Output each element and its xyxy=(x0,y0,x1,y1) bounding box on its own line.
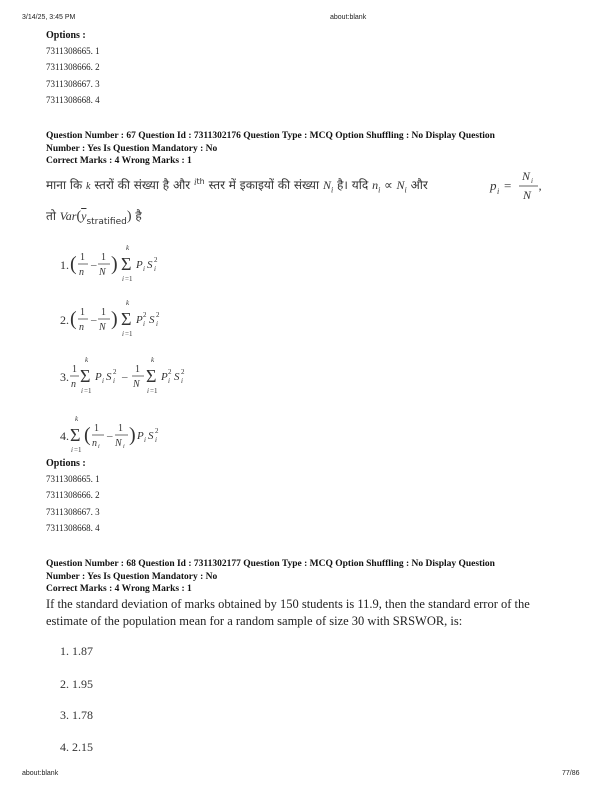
svg-text:(: ( xyxy=(70,308,77,330)
question-text-part: है। यदि xyxy=(337,178,369,192)
question-header xyxy=(46,130,495,168)
option-line: 7311308665. 1 xyxy=(46,46,100,56)
svg-text:1: 1 xyxy=(80,252,85,263)
svg-text:2: 2 xyxy=(181,368,185,376)
question-text-part: स्तरों की संख्या है और xyxy=(94,178,191,192)
svg-text:Σ: Σ xyxy=(121,254,132,274)
page-number: 77/86 xyxy=(562,770,580,777)
choice-number: 1. xyxy=(60,258,69,272)
svg-text:’: ’ xyxy=(538,185,542,199)
svg-text:=1: =1 xyxy=(74,446,82,454)
svg-text:i: i xyxy=(168,377,170,385)
option-line: 7311308667. 3 xyxy=(46,79,100,89)
svg-text:i: i xyxy=(122,330,124,338)
question-header-line: Number : Yes Is Question Mandatory : No xyxy=(46,571,218,582)
svg-text:Σ: Σ xyxy=(146,366,157,386)
svg-text:1: 1 xyxy=(101,252,106,263)
svg-text:i: i xyxy=(147,387,149,395)
choice-formula-1 xyxy=(70,240,190,290)
svg-text:P: P xyxy=(136,314,143,326)
svg-text:N: N xyxy=(522,169,531,183)
svg-text:S: S xyxy=(148,430,154,442)
svg-text:N: N xyxy=(99,267,106,278)
question-marks: Correct Marks : 4 Wrong Marks : 1 xyxy=(46,156,192,166)
question-header-line: Question Number : 67 Question Id : 7311302176 Question Type : MCQ Option Shuffling : No Display Question xyxy=(46,131,495,141)
svg-text:2: 2 xyxy=(143,311,147,319)
svg-text:N: N xyxy=(115,438,122,449)
svg-text:i: i xyxy=(154,265,156,273)
svg-text:i: i xyxy=(531,177,533,185)
svg-text:2: 2 xyxy=(168,368,172,376)
svg-text:P: P xyxy=(137,430,144,442)
svg-text:1: 1 xyxy=(80,307,85,318)
svg-text:–: – xyxy=(122,371,128,383)
svg-text:n: n xyxy=(71,379,76,390)
svg-text:i: i xyxy=(123,444,125,450)
svg-text:2: 2 xyxy=(156,311,160,319)
question-text-part: तो xyxy=(46,209,56,223)
svg-text:(: ( xyxy=(70,253,77,275)
header-title: about:blank xyxy=(330,14,367,21)
svg-text:i: i xyxy=(156,320,158,328)
question-text-part: और xyxy=(410,178,428,192)
question-text-part: है xyxy=(135,209,142,223)
option-line: 7311308668. 4 xyxy=(46,95,100,105)
svg-text:i: i xyxy=(143,320,145,328)
option-line: 7311308668. 4 xyxy=(46,523,100,533)
svg-text:k: k xyxy=(126,244,130,252)
question-header-line: Number : Yes Is Question Mandatory : No xyxy=(46,143,218,154)
svg-text:k: k xyxy=(151,356,155,364)
option-line: 7311308666. 2 xyxy=(46,62,100,72)
svg-text:–: – xyxy=(107,430,113,442)
options-label: Options : xyxy=(46,30,86,41)
svg-text:i: i xyxy=(122,275,124,283)
svg-text:): ) xyxy=(111,308,118,330)
svg-text:Σ: Σ xyxy=(80,366,91,386)
svg-text:i: i xyxy=(98,444,100,450)
svg-text:n: n xyxy=(79,267,84,278)
header-datetime: 3/14/25, 3:45 PM xyxy=(22,14,76,21)
question-header xyxy=(46,558,495,596)
question-text-part: माना कि xyxy=(46,178,83,192)
svg-text:i: i xyxy=(81,387,83,395)
svg-text:=1: =1 xyxy=(125,275,133,283)
choice-formula-2 xyxy=(70,295,190,345)
question-text: If the standard deviation of marks obtained by 150 students is 11.9, then the standard error of the xyxy=(46,597,530,611)
svg-text:i: i xyxy=(497,187,500,196)
option-line: 7311308665. 1 xyxy=(46,474,100,484)
svg-text:=1: =1 xyxy=(84,387,92,395)
option-line: 7311308667. 3 xyxy=(46,507,100,517)
svg-text:1: 1 xyxy=(72,364,77,375)
svg-text:1: 1 xyxy=(101,307,106,318)
svg-text:i: i xyxy=(181,377,183,385)
svg-text:1: 1 xyxy=(135,364,140,375)
option-line: 7311308666. 2 xyxy=(46,490,100,500)
svg-text:=1: =1 xyxy=(150,387,158,395)
svg-text:): ) xyxy=(111,253,118,275)
choice-number: 3. xyxy=(60,370,69,384)
question-text-line2: तो $Var(\overline{y}_{stratified})$ है xyxy=(46,209,142,227)
svg-text:i: i xyxy=(102,377,104,385)
svg-text:N: N xyxy=(523,188,532,202)
choice-item: 4. 2.15 xyxy=(60,740,93,754)
question-text: माना कि k स्तरों की संख्या है और $^{ith}$ स्तर में इकाइयों की संख्या $N_i$ है। यदि $n_i \propto N_i$ और xyxy=(46,177,428,195)
svg-text:=: = xyxy=(504,178,512,193)
svg-text:–: – xyxy=(91,314,97,326)
options-label: Options : xyxy=(46,458,86,469)
svg-text:k: k xyxy=(85,356,89,364)
svg-text:n: n xyxy=(79,322,84,333)
svg-text:S: S xyxy=(106,371,112,383)
choice-item: 3. 1.78 xyxy=(60,708,93,722)
svg-text:2: 2 xyxy=(154,256,158,264)
choice-number: 2. xyxy=(60,313,69,327)
svg-text:): ) xyxy=(129,424,136,446)
svg-text:S: S xyxy=(174,371,180,383)
svg-text:N: N xyxy=(99,322,106,333)
svg-text:k: k xyxy=(75,415,79,423)
choice-item: 2. 1.95 xyxy=(60,677,93,691)
fraction-formula xyxy=(488,166,568,206)
svg-text:i: i xyxy=(144,436,146,444)
svg-text:Σ: Σ xyxy=(121,309,132,329)
svg-text:k: k xyxy=(126,299,130,307)
question-header-line: Question Number : 68 Question Id : 7311302177 Question Type : MCQ Option Shuffling : No Display Question xyxy=(46,559,495,569)
svg-text:P: P xyxy=(95,371,102,383)
svg-text:n: n xyxy=(92,438,97,449)
choice-number: 4. xyxy=(60,429,69,443)
svg-text:1: 1 xyxy=(118,423,123,434)
question-text-part: स्तर में इकाइयों की संख्या xyxy=(208,178,320,192)
svg-text:(: ( xyxy=(84,424,91,446)
svg-text:i: i xyxy=(71,446,73,454)
svg-text:i: i xyxy=(113,377,115,385)
svg-text:S: S xyxy=(147,259,153,271)
svg-text:P: P xyxy=(136,259,143,271)
svg-text:S: S xyxy=(149,314,155,326)
choice-formula-3 xyxy=(70,352,220,402)
svg-text:i: i xyxy=(155,436,157,444)
svg-text:=1: =1 xyxy=(125,330,133,338)
footer-url: about:blank xyxy=(22,770,59,777)
svg-text:2: 2 xyxy=(155,427,159,435)
svg-text:P: P xyxy=(161,371,168,383)
svg-text:–: – xyxy=(91,259,97,271)
svg-text:Σ: Σ xyxy=(70,425,81,445)
choice-item: 1. 1.87 xyxy=(60,644,93,658)
choice-formula-4 xyxy=(70,411,200,461)
svg-text:N: N xyxy=(133,379,140,390)
question-text: estimate of the population mean for a random sample of size 30 with SRSWOR, is: xyxy=(46,614,463,628)
svg-text:2: 2 xyxy=(113,368,117,376)
question-marks: Correct Marks : 4 Wrong Marks : 1 xyxy=(46,584,192,594)
svg-text:1: 1 xyxy=(94,423,99,434)
svg-text:p: p xyxy=(490,178,497,193)
svg-text:i: i xyxy=(143,265,145,273)
